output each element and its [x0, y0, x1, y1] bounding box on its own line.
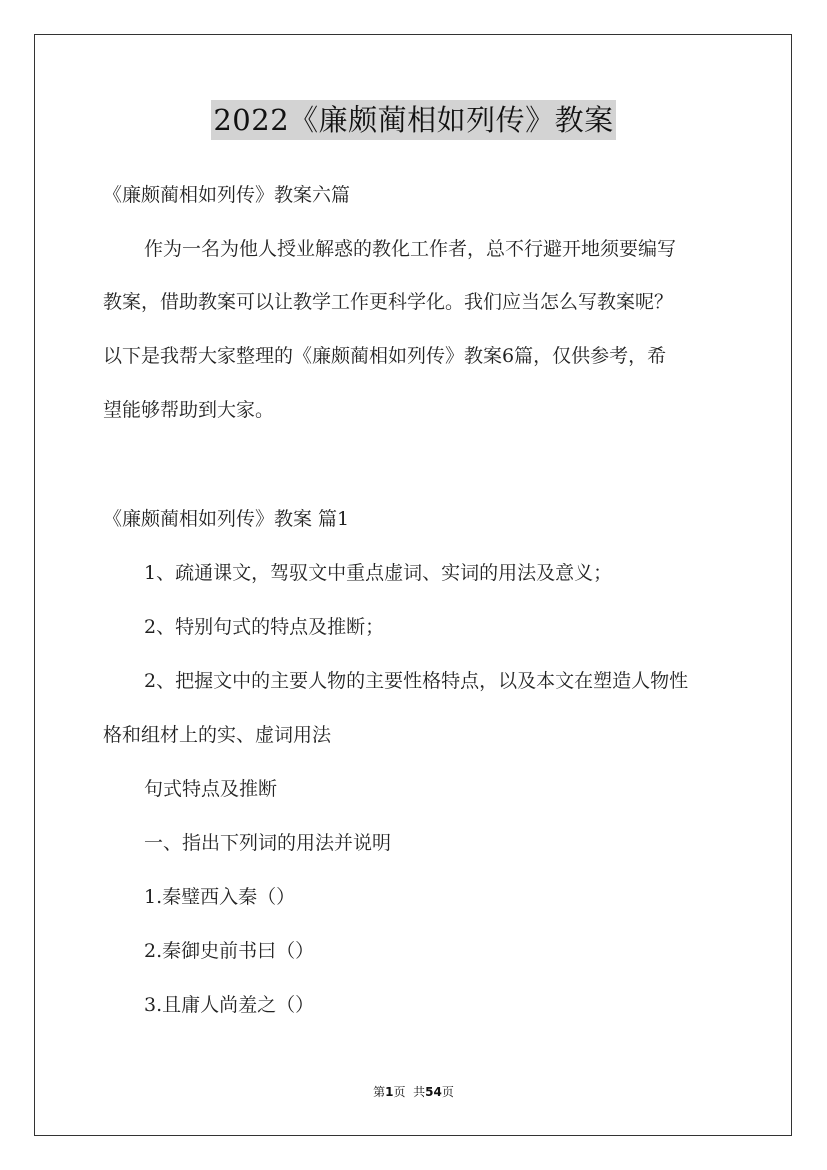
body-line-2: 2、特别句式的特点及推断； — [144, 616, 385, 638]
body-line-1: 1、疏通课文，驾驭文中重点虚词、实词的用法及意义； — [144, 562, 613, 584]
intro-line-4: 望能够帮助到大家。 — [103, 399, 275, 421]
body-line-7: 1.秦璧西入秦（） — [144, 886, 296, 908]
footer-total-prefix: 共 — [413, 1085, 426, 1099]
body-line-4: 格和组材上的实、虚词用法 — [103, 724, 332, 746]
intro-line-1: 作为一名为他人授业解惑的教化工作者，总不行避开地须要编写 — [144, 238, 677, 260]
document-title: 2022《廉颇蔺相如列传》教案 — [211, 100, 615, 140]
body-line-8: 2.秦御史前书曰（） — [144, 940, 315, 962]
document-subtitle: 《廉颇蔺相如列传》教案六篇 — [103, 184, 351, 206]
intro-line-3: 以下是我帮大家整理的《廉颇蔺相如列传》教案6篇，仅供参考，希 — [103, 345, 667, 367]
title-container — [0, 100, 827, 140]
footer-total-suffix: 页 — [441, 1085, 454, 1099]
body-line-9: 3.且庸人尚羞之（） — [144, 994, 315, 1016]
page-footer — [0, 1083, 827, 1100]
footer-page-suffix: 页 — [393, 1085, 406, 1099]
body-line-5: 句式特点及推断 — [144, 778, 278, 800]
footer-total-pages: 54 — [425, 1085, 442, 1099]
footer-page-number: 1 — [385, 1085, 394, 1099]
intro-line-2: 教案，借助教案可以让教学工作更科学化。我们应当怎么写教案呢？ — [103, 291, 674, 313]
body-line-3: 2、把握文中的主要人物的主要性格特点，以及本文在塑造人物性 — [144, 670, 689, 692]
body-line-6: 一、指出下列词的用法并说明 — [144, 832, 392, 854]
footer-page-prefix: 第 — [373, 1085, 386, 1099]
section-heading: 《廉颇蔺相如列传》教案 篇1 — [103, 508, 350, 530]
